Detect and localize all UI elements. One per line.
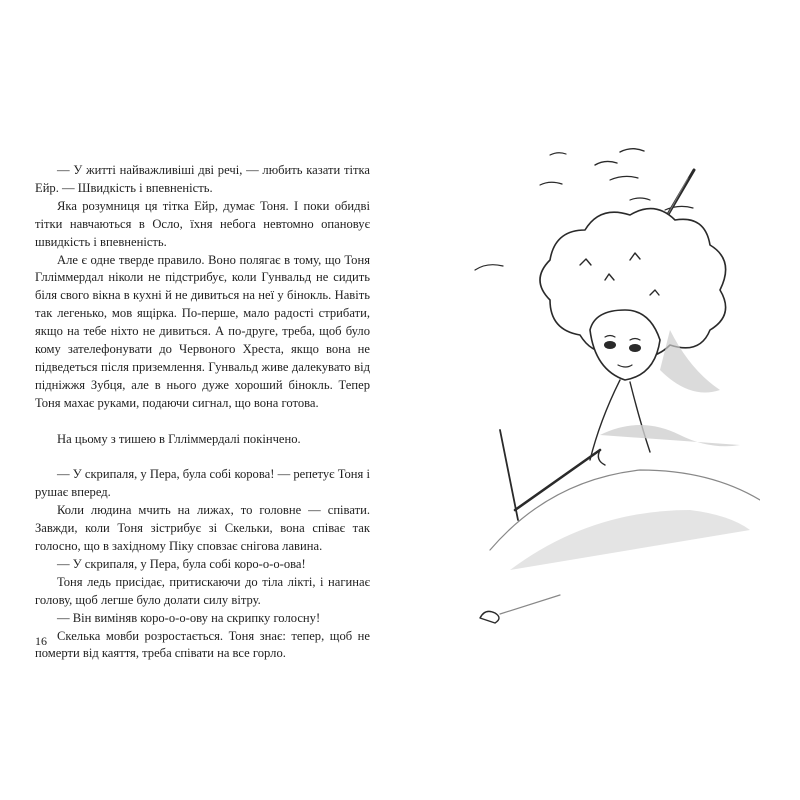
paragraph: Коли людина мчить на лижах, то головне — співати. Завжди, коли Тоня зістрибує зі Скельки, вона співає так голосно, що в західному Піку сповзає снігова лавина. <box>35 503 370 553</box>
paragraph: Скелька мовби розростається. Тоня знає: тепер, щоб не померти від каяття, треба співати на все горло. <box>35 628 370 661</box>
paragraph: Але є одне тверде правило. Воно полягає в тому, що Тоня Глліммердал ніколи не підстрибує, коли Гунвальд не сидить біля свого вікна в кухні й не дивиться на неї у бінокль. Навіть так легенько, мов ящірка. По-перше, мало радості стрибати, якщо на тебе ніхто не дивиться. А по-друге, треба, щоб було кому зателефонувати до Червоного Хреста, якщо вона не підведеться після приземлення. Гунвальд живе далекувато від підніжжя Зубця, але в нього дуже хороший бінокль. Тепер Тоня махає руками, подаючи сигнал, що вона готова. <box>35 252 370 410</box>
paragraph: Тоня ледь присідає, притискаючи до тіла лікті, і нагинає голову, щоб легше було долати силу вітру. <box>35 574 370 607</box>
page-number: 16 <box>35 634 47 648</box>
paragraph: — У житті найважливіші дві речі, — любить казати тітка Ейр. — Швидкість і впевненість. <box>35 163 370 195</box>
paragraph: — Він виміняв коро-о-о-ову на скрипку голосну! <box>57 610 321 625</box>
page-body-text <box>35 162 370 663</box>
paragraph: — У скрипаля, у Пера, була собі корова! — репетує Тоня і рушає вперед. <box>35 467 370 500</box>
paragraph: — У скрипаля, у Пера, була собі коро-о-о-ова! <box>57 556 306 571</box>
girl-skiing-illustration <box>430 130 760 640</box>
paragraph: Яка розумниця ця тітка Ейр, думає Тоня. І поки обидві тітки навчаються в Осло, їхня небога невтомно опановує швидкість і впевненість. <box>35 198 370 249</box>
paragraph: На цьому з тишею в Глліммердалі покінчено. <box>57 431 301 446</box>
